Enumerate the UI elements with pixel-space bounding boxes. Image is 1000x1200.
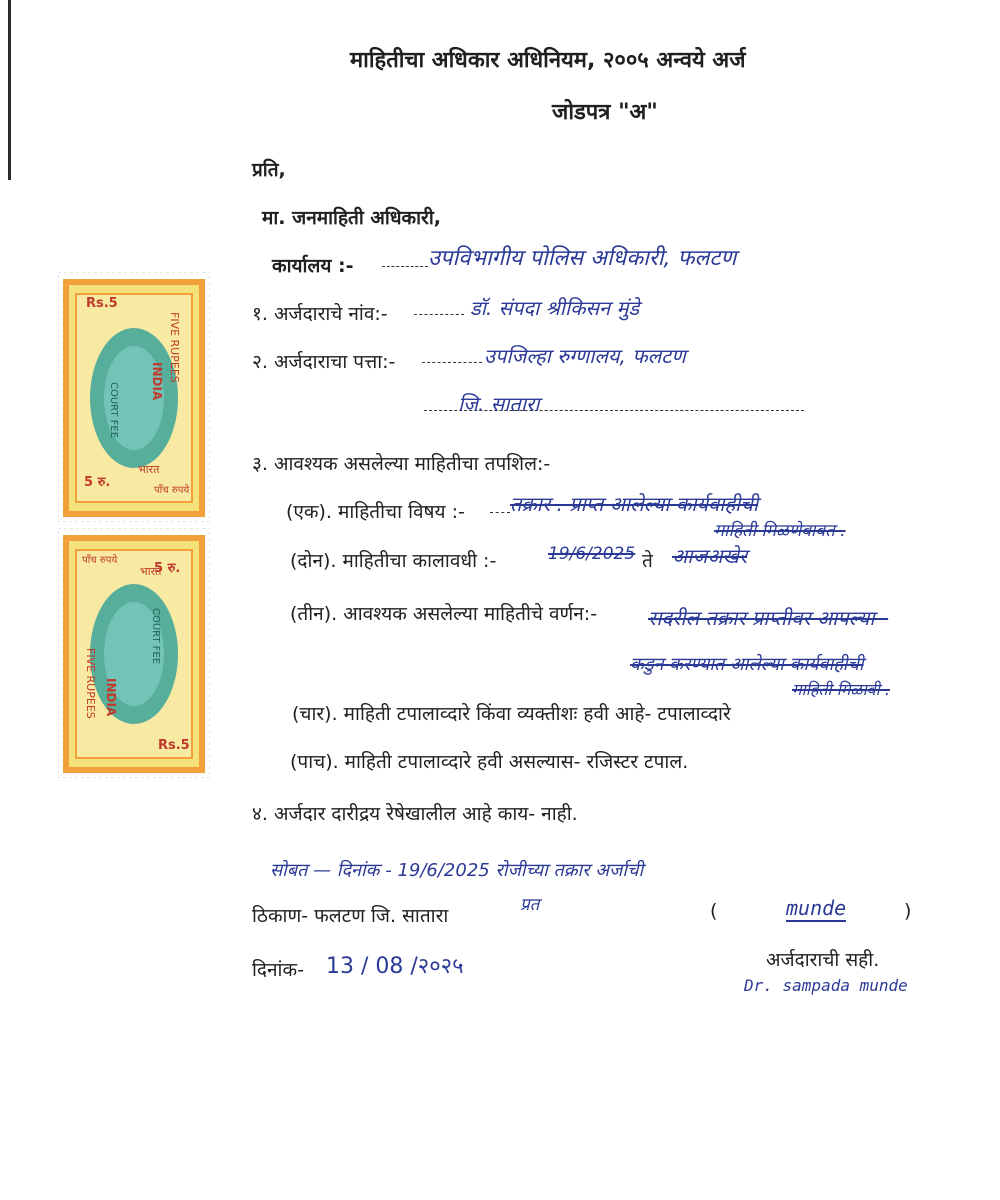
- q4-line: ४. अर्जदार दारीद्रय रेषेखालील आहे काय- नाही.: [252, 803, 578, 825]
- office-label: कार्यालय :-: [272, 255, 354, 277]
- signature-bracket-close: ): [904, 900, 912, 922]
- stamp-1-value: 5 रु.: [84, 475, 111, 490]
- office-dash: [382, 266, 428, 267]
- stamp-2-hindi2: पाँच रुपये: [82, 555, 118, 566]
- stamp-2-value: 5 रु.: [154, 561, 181, 576]
- stamp-2-court-fee: COURT FEE: [150, 608, 161, 665]
- stamp-2-india: INDIA: [104, 678, 118, 717]
- date-value: 13 / 08 /२०२५: [326, 954, 464, 979]
- q3b-to-word: ते: [642, 550, 653, 572]
- date-label: दिनांक-: [252, 959, 304, 981]
- stamp-1-hindi2: पाँच रुपये: [154, 485, 190, 496]
- q3c-value-line2: कडुन करण्यात आलेल्या कार्यवाहीची: [630, 654, 864, 675]
- prati-label: प्रति,: [252, 159, 286, 181]
- q2-label: २. अर्जदाराचा पत्ता:-: [252, 351, 396, 373]
- q3c-label: (तीन). आवश्यक असलेल्या माहितीचे वर्णन:-: [290, 603, 598, 625]
- addressee-label: मा. जनमाहिती अधिकारी,: [262, 207, 441, 229]
- q1-dash: [414, 314, 464, 315]
- q1-label: १. अर्जदाराचे नांव:-: [252, 303, 388, 325]
- stamp-2-five-rupees: FIVE RUPEES: [84, 648, 97, 719]
- signature-bracket-open: (: [710, 900, 718, 922]
- q3-label: ३. आवश्यक असलेल्या माहितीचा तपशिल:-: [252, 453, 551, 475]
- stamp-1-five-rupees: FIVE RUPEES: [168, 312, 181, 383]
- court-fee-stamp-1: [58, 272, 210, 522]
- q2-value-line2: जि. सातारा: [458, 392, 540, 416]
- q3a-dash: [490, 512, 510, 513]
- stamp-1-court-fee: COURT FEE: [108, 382, 119, 439]
- q3e-line: (पाच). माहिती टपालाव्दारे हवी असल्यास- रजिस्टर टपाल.: [290, 751, 689, 773]
- form-title: माहितीचा अधिकार अधिनियम, २००५ अन्वये अर्ज: [350, 48, 746, 73]
- stamp-2-hindi: भारत: [140, 565, 162, 578]
- form-subtitle: जोडपत्र "अ": [552, 100, 658, 125]
- q3b-to: आजअखेर: [672, 544, 748, 568]
- office-value: उपविभागीय पोलिस अधिकारी, फलटण: [428, 246, 737, 271]
- q2-dash: [422, 362, 482, 363]
- q3c-value-line1: सदरील तक्रार प्राप्तीवर आपल्या -: [648, 606, 889, 630]
- stamp-1-hindi: भारत: [138, 463, 160, 476]
- enclosure-note-2: प्रत: [520, 895, 540, 915]
- signature-name: Dr. sampada munde: [744, 976, 908, 995]
- stamp-1-rs: Rs.5: [86, 296, 118, 311]
- q2-value-line1: उपजिल्हा रुग्णालय, फलटण: [484, 344, 686, 368]
- q3d-line: (चार). माहिती टपालाव्दारे किंवा व्यक्तीशः हवी आहे- टपालाव्दारे: [292, 703, 731, 725]
- q3b-from: 19/6/2025: [548, 544, 636, 564]
- scan-edge-line: [8, 0, 11, 180]
- signature-mark: munde: [786, 896, 847, 920]
- place-line: ठिकाण- फलटण जि. सातारा: [252, 905, 449, 927]
- q3a-value-line1: तक्रार . प्राप्त आलेल्या कार्यवाहीची: [510, 492, 759, 516]
- stamp-1-india: INDIA: [150, 362, 164, 401]
- court-fee-stamp-2: [58, 528, 210, 778]
- q3c-value-line3: माहिती मिळावी .: [792, 680, 890, 699]
- stamp-2-rs: Rs.5: [158, 738, 190, 753]
- q1-value: डॉ. संपदा श्रीकिसन मुंडे: [470, 296, 640, 320]
- q3a-value-line2: माहिती मिळणेबाबत .: [714, 521, 846, 541]
- q3b-label: (दोन). माहितीचा कालावधी :-: [290, 550, 497, 572]
- enclosure-note: सोबत — दिनांक - 19/6/2025 रोजीच्या तक्रार अर्जाची: [270, 860, 644, 881]
- signature-label: अर्जदाराची सही.: [766, 949, 880, 971]
- q3a-label: (एक). माहितीचा विषय :-: [286, 501, 465, 523]
